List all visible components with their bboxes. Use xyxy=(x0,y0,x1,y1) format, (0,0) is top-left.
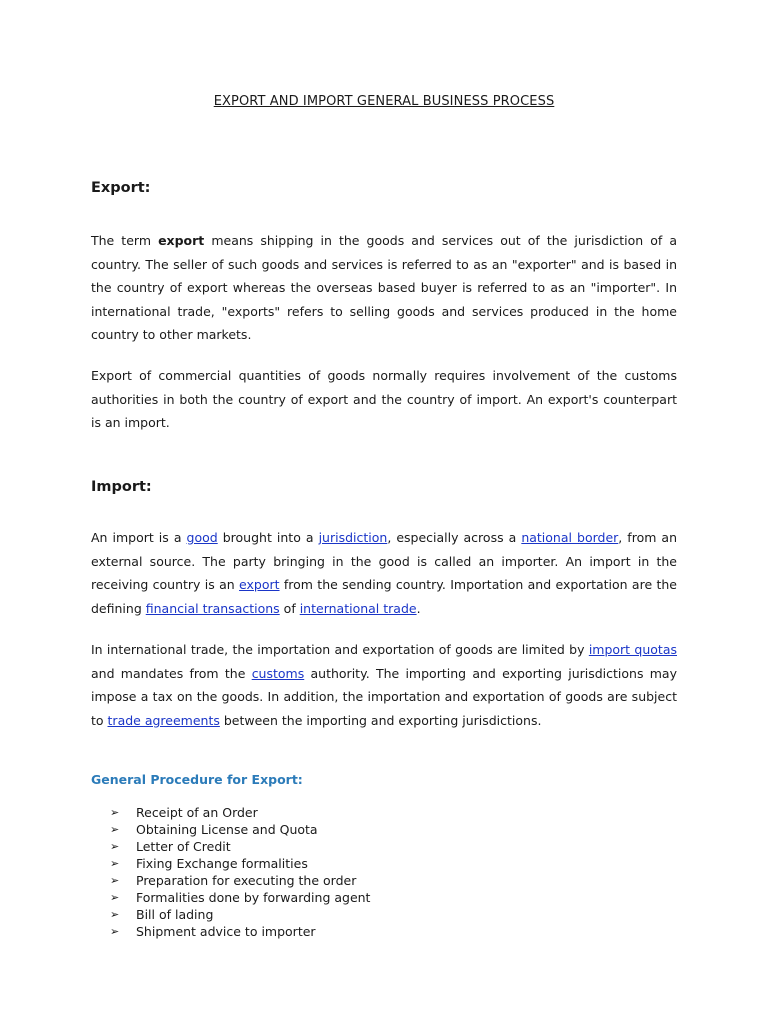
link-customs[interactable]: customs xyxy=(251,665,305,681)
arrow-bullet-icon: ➢ xyxy=(110,857,120,870)
export-heading: Export: xyxy=(91,180,151,196)
text-segment: of xyxy=(279,600,300,616)
export-paragraph-2: Export of commercial quantities of goods normally requires involvement of the customs authorities in both the country of export and the country of import. An export's counterpart is an import. xyxy=(91,368,677,430)
arrow-bullet-icon: ➢ xyxy=(110,908,120,921)
link-jurisdiction[interactable]: jurisdiction xyxy=(318,530,388,545)
import-paragraph-1 xyxy=(91,526,677,620)
link-financial-transactions[interactable]: financial transactions xyxy=(145,600,280,616)
list-item-label: Bill of lading xyxy=(136,907,214,922)
link-national-border[interactable]: national border xyxy=(521,530,619,545)
text-segment: and mandates from the xyxy=(91,665,252,681)
text-segment: authority. The importing and exporting jurisdictions may impose a tax on the goods. In addition, the importation and exportation of goods are subject to xyxy=(91,665,677,728)
import-heading: Import: xyxy=(91,479,152,495)
procedure-list xyxy=(110,804,370,940)
list-item xyxy=(110,821,370,838)
link-trade-agreements[interactable]: trade agreements xyxy=(107,712,220,728)
text-segment: means shipping in the goods and services out of the jurisdiction of a country. The seller of such goods and services is referred to as an "exporter" and is based in the country of export whereas the overseas based buyer is referred to as an "importer". In international trade, "exports" refers to selling goods and services produced in the home country to other markets. xyxy=(91,233,677,342)
list-item xyxy=(110,804,370,821)
text-segment: The term xyxy=(91,233,159,248)
text-segment: , from an external source. The party bringing in the good is called an importer. An import in the receiving country is an xyxy=(91,530,678,592)
list-item-label: Formalities done by forwarding agent xyxy=(136,890,371,905)
list-item xyxy=(110,906,370,923)
text-segment: , especially across a xyxy=(387,530,522,545)
arrow-bullet-icon: ➢ xyxy=(110,823,120,836)
link-international-trade[interactable]: international trade xyxy=(299,600,417,616)
link-good[interactable]: good xyxy=(186,530,218,545)
import-paragraph-2 xyxy=(91,638,677,732)
text-segment: brought into a xyxy=(217,530,319,545)
list-item-label: Shipment advice to importer xyxy=(136,924,316,939)
list-item xyxy=(110,889,370,906)
list-item xyxy=(110,838,370,855)
arrow-bullet-icon: ➢ xyxy=(110,925,120,938)
term-export-bold: export xyxy=(158,233,205,248)
arrow-bullet-icon: ➢ xyxy=(110,806,120,819)
arrow-bullet-icon: ➢ xyxy=(110,891,120,904)
export-paragraph-1 xyxy=(91,229,677,347)
list-item xyxy=(110,855,370,872)
document-title: EXPORT AND IMPORT GENERAL BUSINESS PROCESS xyxy=(213,94,555,109)
text-segment: between the importing and exporting jurisdictions. xyxy=(219,712,542,728)
arrow-bullet-icon: ➢ xyxy=(110,840,120,853)
text-segment: In international trade, the importation and exportation of goods are limited by xyxy=(91,642,589,657)
link-import-quotas[interactable]: import quotas xyxy=(588,642,677,657)
arrow-bullet-icon: ➢ xyxy=(110,874,120,887)
procedure-heading: General Procedure for Export: xyxy=(91,772,303,787)
text-segment: . xyxy=(416,600,421,616)
text-segment: An import is a xyxy=(91,530,187,545)
list-item-label: Receipt of an Order xyxy=(136,805,258,820)
list-item-label: Obtaining License and Quota xyxy=(136,822,318,837)
link-export[interactable]: export xyxy=(239,577,280,592)
list-item-label: Fixing Exchange formalities xyxy=(136,856,308,871)
list-item xyxy=(110,872,370,889)
list-item xyxy=(110,923,370,940)
text-segment: from the sending country. Importation and exportation are the defining xyxy=(91,577,677,616)
list-item-label: Preparation for executing the order xyxy=(136,873,357,888)
list-item-label: Letter of Credit xyxy=(136,839,231,854)
